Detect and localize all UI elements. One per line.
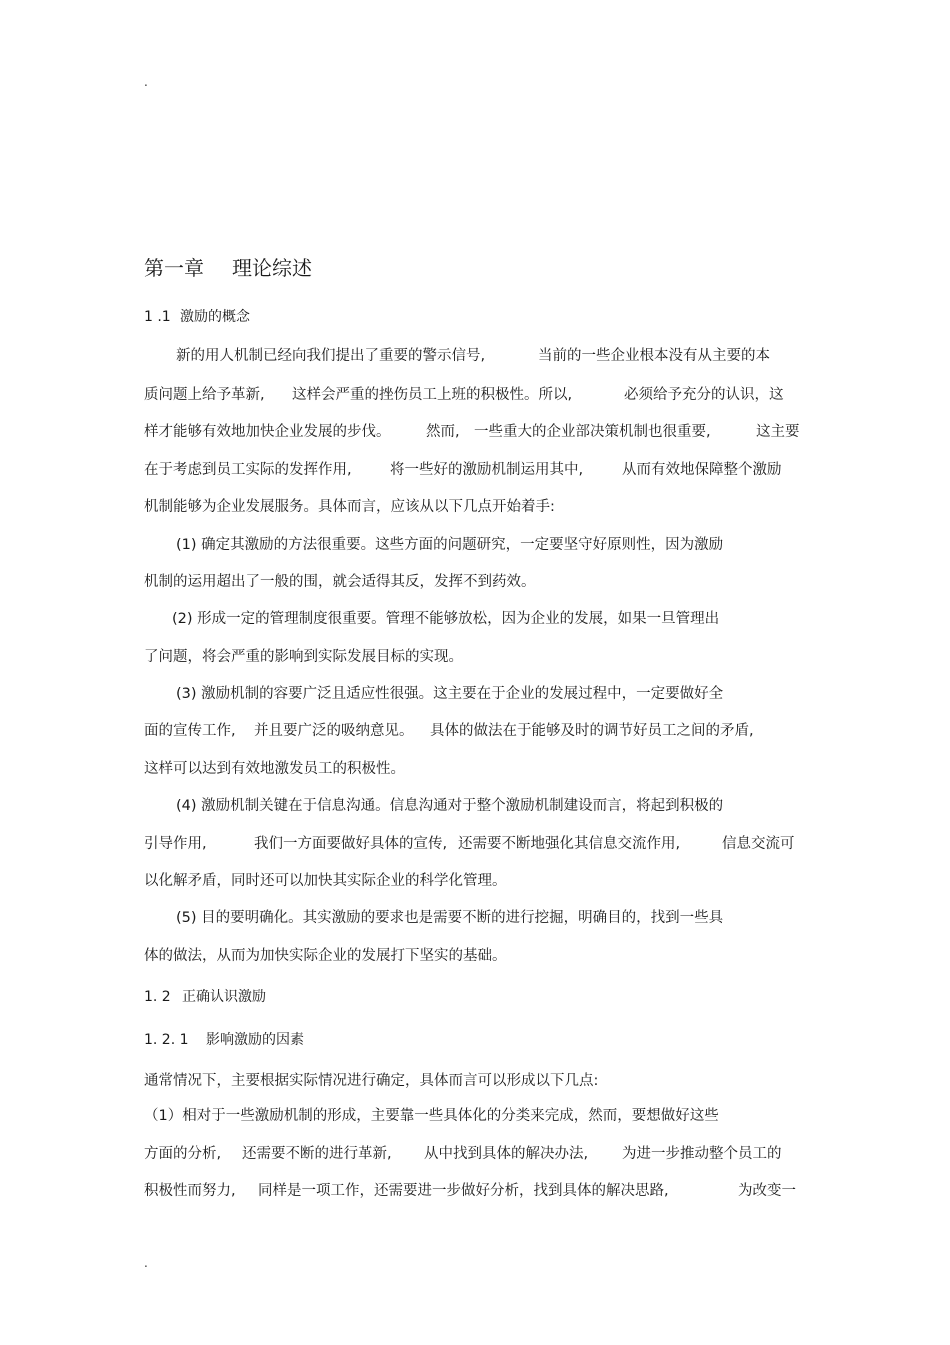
section-2-number: 1. 2	[144, 989, 171, 1005]
page-marker-bottom: .	[144, 1256, 148, 1270]
text-segment: 当前的一些企业根本没有从主要的本	[538, 348, 770, 364]
text-segment: 将一些好的激励机制运用其中,	[390, 462, 584, 478]
list-item-2-line: (2) 形成一定的管理制度很重要。管理不能够放松，因为企业的发展，如果一旦管理出	[172, 611, 720, 627]
text-segment: 这样会严重的挫伤员工上班的积极性。所以,	[292, 387, 573, 403]
list-item-1-line: (1) 确定其激励的方法很重要。这些方面的问题研究，一定要坚守好原则性，因为激励	[176, 537, 724, 553]
text-segment: 新的用人机制已经向我们提出了重要的警示信号,	[176, 348, 486, 364]
subsection-title: 影响激励的因素	[206, 1032, 304, 1048]
text-segment: 为改变一	[738, 1183, 796, 1199]
section-1-title: 激励的概念	[180, 309, 250, 325]
list-item-5-line: 体的做法，从而为加快实际企业的发展打下坚实的基础。	[144, 948, 507, 964]
list-item-4-line: (4) 激励机制关键在于信息沟通。信息沟通对于整个激励机制建设而言，将起到积极的	[176, 798, 724, 814]
text-segment: 从中找到具体的解决办法,	[424, 1146, 589, 1162]
text-segment: 在于考虑到员工实际的发挥作用,	[144, 462, 352, 478]
text-segment: 质问题上给予革新,	[144, 387, 265, 403]
text-segment: 信息交流可	[722, 836, 795, 852]
text-segment: 具体的做法在于能够及时的调节好员工之间的矛盾,	[430, 723, 754, 739]
section-1-number: 1 .1	[144, 309, 171, 325]
chapter-number: 第一章	[144, 256, 204, 280]
text-segment: 方面的分析,	[144, 1146, 222, 1162]
list-item-1-line: 机制的运用超出了一般的围，就会适得其反，发挥不到药效。	[144, 574, 536, 590]
text-segment: 一些重大的企业部决策机制也很重要,	[474, 424, 711, 440]
chapter-title: 理论综述	[232, 256, 312, 280]
list-item-2-line: 了问题，将会严重的影响到实际发展目标的实现。	[144, 649, 463, 665]
paragraph-line: 通常情况下，主要根据实际情况进行确定，具体而言可以形成以下几点:	[144, 1073, 599, 1089]
text-segment: 我们一方面要做好具体的宣传,	[254, 836, 448, 852]
text-segment: 引导作用,	[144, 836, 207, 852]
text-segment: 然而,	[426, 424, 460, 440]
text-segment: 积极性而努力,	[144, 1183, 236, 1199]
list-item-3-line: (3) 激励机制的容要广泛且适应性很强。这主要在于企业的发展过程中，一定要做好全	[176, 686, 724, 702]
text-segment: 为进一步推动整个员工的	[622, 1146, 782, 1162]
text-segment: 从而有效地保障整个激励	[622, 462, 782, 478]
text-segment: 并且要广泛的吸纳意见。	[254, 723, 414, 739]
list-item-4-line: 以化解矛盾，同时还可以加快其实际企业的科学化管理。	[144, 873, 507, 889]
list-item-5-line: (5) 目的要明确化。其实激励的要求也是需要不断的进行挖掘，明确目的，找到一些具	[176, 910, 724, 926]
text-segment: 同样是一项工作，还需要进一步做好分析，找到具体的解决思路,	[258, 1183, 669, 1199]
section-2-title: 正确认识激励	[182, 989, 266, 1005]
text-segment: 还需要不断的进行革新,	[242, 1146, 392, 1162]
text-segment: 样才能够有效地加快企业发展的步伐。	[144, 424, 391, 440]
text-segment: 机制能够为企业发展服务。具体而言，应该从以下几点开始着手:	[144, 499, 555, 515]
text-segment: 面的宣传工作,	[144, 723, 236, 739]
text-segment: 这主要	[756, 424, 800, 440]
text-segment: 必须给予充分的认识，这	[624, 387, 784, 403]
subsection-number: 1. 2. 1	[144, 1032, 189, 1048]
paragraph-line: （1）相对于一些激励机制的形成，主要靠一些具体化的分类来完成，然而，要想做好这些	[144, 1108, 719, 1124]
list-item-3-line: 这样可以达到有效地激发员工的积极性。	[144, 761, 405, 777]
text-segment: 还需要不断地强化其信息交流作用,	[458, 836, 681, 852]
page-marker-top: .	[144, 75, 148, 89]
